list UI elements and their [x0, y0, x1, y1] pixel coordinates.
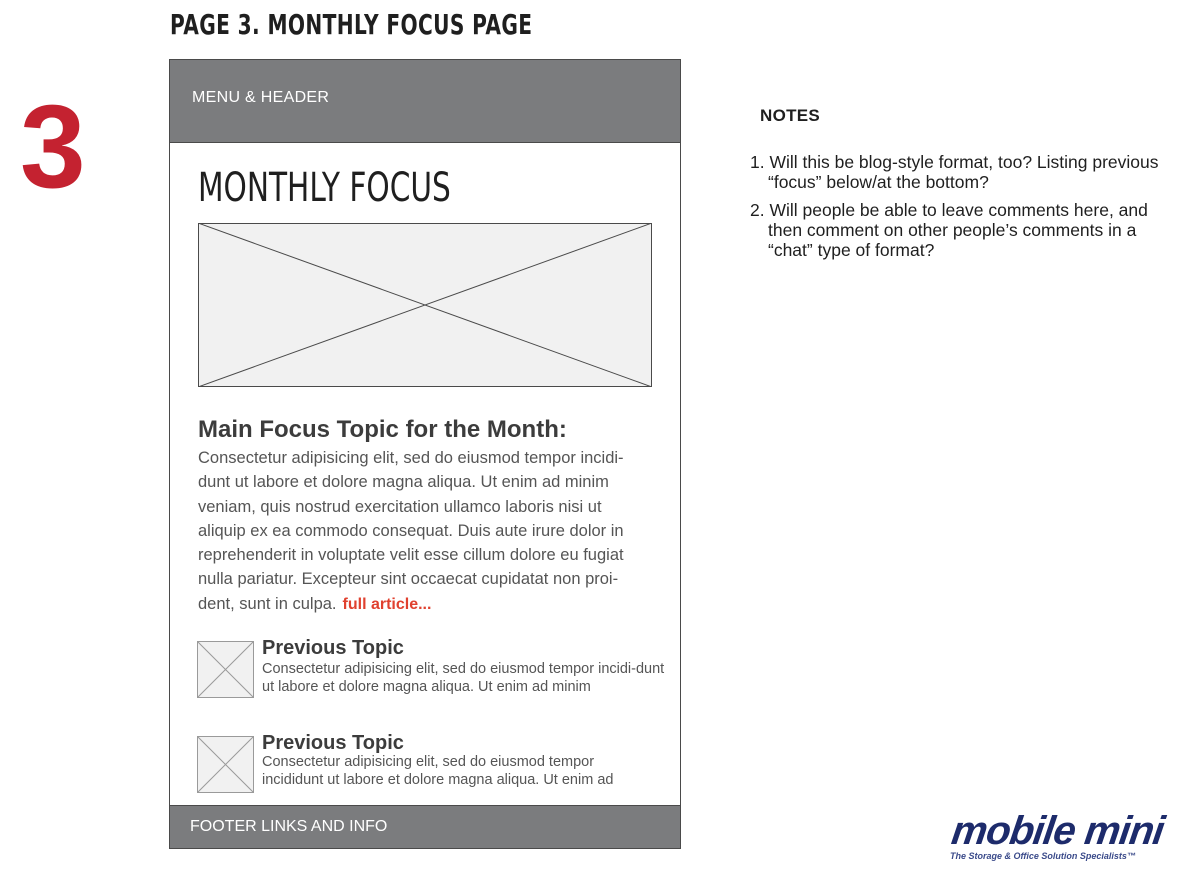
previous-topic-body: Consectetur adipisicing elit, sed do eiusmod tempor incidi-dunt ut labore et dolore magna aliqua. Ut enim ad minim [262, 661, 665, 695]
hero-image-placeholder [198, 223, 652, 387]
previous-topic-body: Consectetur adipisicing elit, sed do eiusmod tempor incididunt ut labore et dolore magna aliqua. Ut enim ad [262, 754, 614, 788]
wireframe-header [170, 60, 680, 143]
main-topic-title: Main Focus Topic for the Month: [198, 416, 567, 443]
main-topic-body [198, 446, 648, 617]
page-title: PAGE 3. MONTHLY FOCUS PAGE [170, 8, 533, 41]
note-item: 2. Will people be able to leave comments here, and then comment on other people’s comments in a “chat” type of format? [750, 200, 1148, 260]
note-item: 1. Will this be blog-style format, too? Listing previous “focus” below/at the bottom? [750, 152, 1159, 192]
notes-list [750, 152, 1180, 268]
previous-topic-title[interactable]: Previous Topic [262, 732, 404, 754]
wireframe-footer [170, 805, 680, 848]
footer-label: FOOTER LINKS AND INFO [190, 818, 388, 835]
wireframe-frame [169, 59, 681, 849]
previous-topic-thumbnail [197, 641, 254, 698]
previous-topic-title[interactable]: Previous Topic [262, 637, 404, 659]
focus-heading: MONTHLY FOCUS [198, 165, 451, 211]
page-number: 3 [20, 81, 86, 213]
mobile-mini-logo [948, 809, 1168, 867]
full-article-link[interactable]: full article... [342, 595, 432, 613]
header-label: MENU & HEADER [192, 89, 330, 106]
main-topic-text: Consectetur adipisicing elit, sed do eiusmod tempor incidi-dunt ut labore et dolore magna aliqua. Ut enim ad minim veniam, quis nostrud exercitation ullamco laboris nisi ut aliquip ex ea commodo consequat. Duis aute irure dolor in reprehenderit in voluptate velit esse cillum dolore eu fugiat nulla pariatur. Excepteur sint occaecat cupidatat non proi-dent, sunt in culpa. [198, 449, 624, 613]
logo-wordmark: mobile mini [948, 809, 1167, 853]
previous-topic-thumbnail [197, 736, 254, 793]
logo-tagline: The Storage & Office Solution Specialists™ [950, 851, 1136, 861]
notes-title: NOTES [760, 106, 821, 125]
